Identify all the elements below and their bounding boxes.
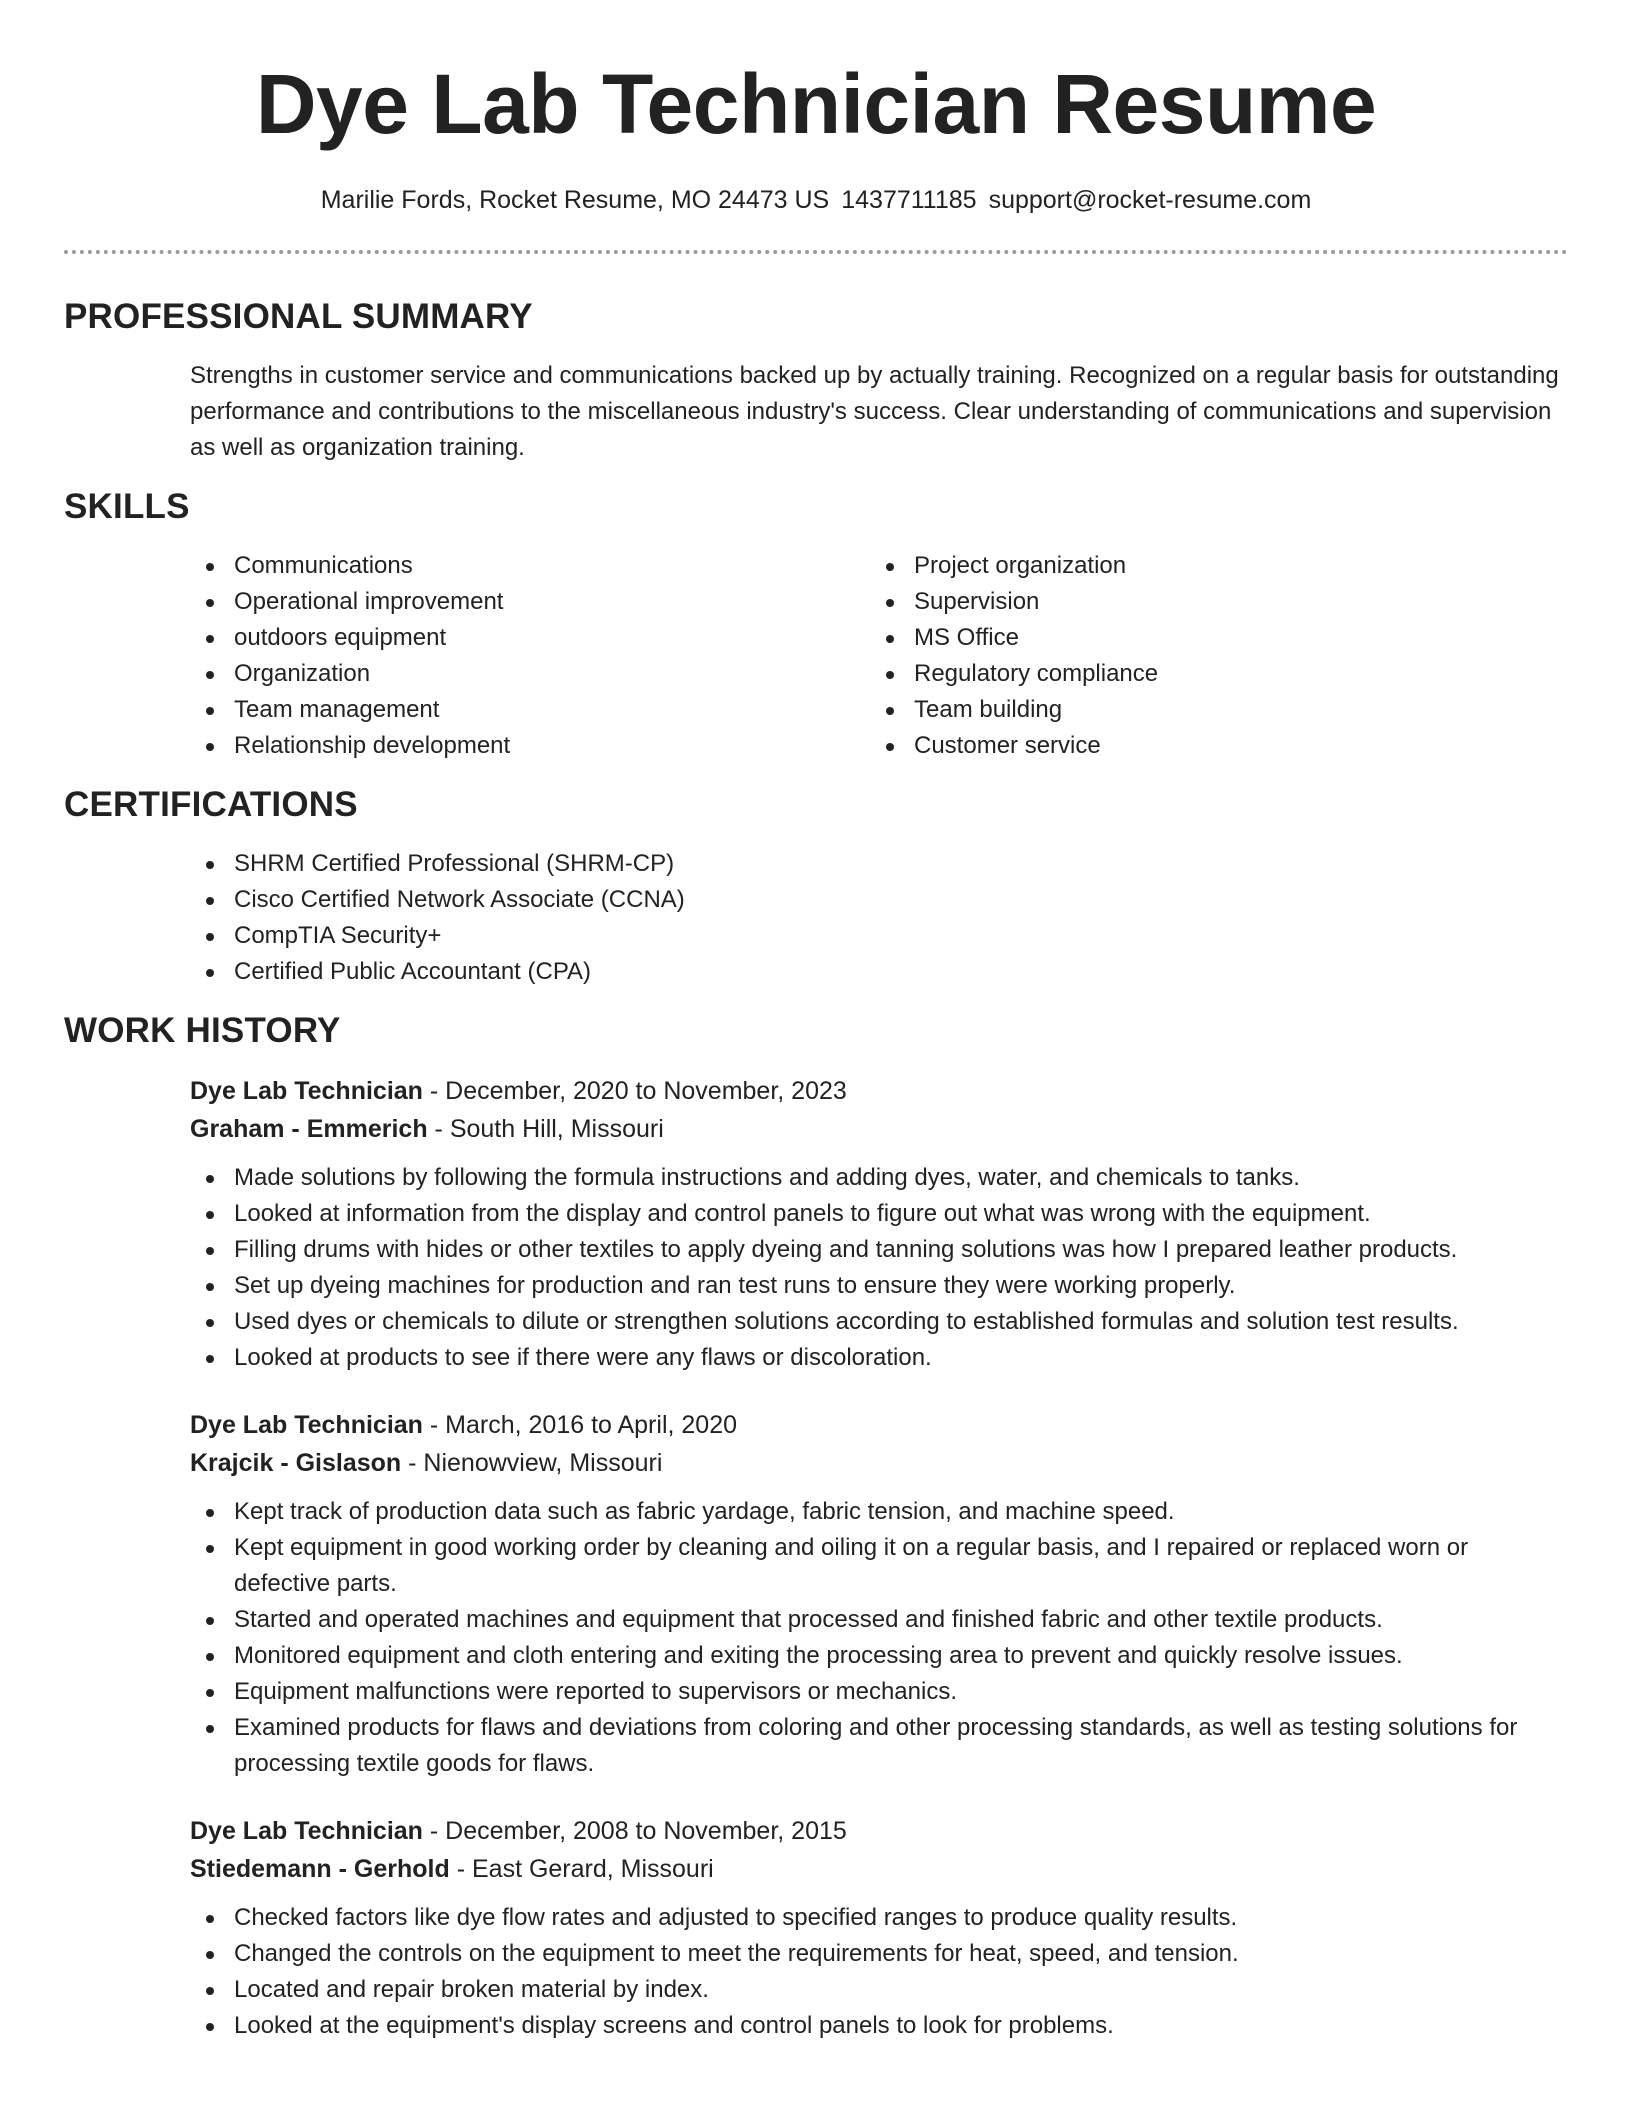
- job-duty: Set up dyeing machines for production and ran test runs to ensure they were working properly.: [190, 1268, 1568, 1304]
- job-location: East Gerard, Missouri: [471, 1855, 714, 1883]
- certifications-heading: CERTIFICATIONS: [64, 785, 358, 824]
- certification-item: CompTIA Security+: [190, 918, 1568, 954]
- summary-text: Strengths in customer service and communications backed up by actually training. Recognized on a regular basis for outstanding performance and contributions to the miscellaneous industry's success. Clear understanding of communications and supervision as well as organization training.: [190, 362, 1559, 461]
- certification-item: Cisco Certified Network Associate (CCNA): [190, 882, 1568, 918]
- skill-item: outdoors equipment: [190, 620, 870, 656]
- job-company-line: Graham - Emmerich - South Hill, Missouri: [190, 1115, 664, 1143]
- skill-item: Team management: [190, 692, 870, 728]
- job-duty: Checked factors like dye flow rates and adjusted to specified ranges to produce quality results.: [190, 1900, 1568, 1936]
- job-duty: Started and operated machines and equipment that processed and finished fabric and other textile products.: [190, 1602, 1568, 1638]
- job-entry: [190, 1406, 1568, 1782]
- job-duty: Located and repair broken material by index.: [190, 1972, 1568, 2008]
- skill-item: Relationship development: [190, 728, 870, 764]
- job-duty: Kept equipment in good working order by cleaning and oiling it on a regular basis, and I repaired or replaced worn or defective parts.: [190, 1530, 1568, 1602]
- job-company: Stiedemann - Gerhold: [190, 1855, 450, 1883]
- contact-address: Marilie Fords, Rocket Resume, MO 24473 US: [320, 186, 830, 214]
- skill-item: Communications: [190, 548, 870, 584]
- job-company-line: Krajcik - Gislason - Nienowview, Missouri: [190, 1449, 663, 1477]
- job-duties-list: [190, 1900, 1568, 2044]
- work-history-section: [64, 1010, 1568, 2044]
- job-title-line: Dye Lab Technician - December, 2008 to November, 2015: [190, 1817, 847, 1845]
- contact-line: [0, 184, 1632, 216]
- job-title-line: Dye Lab Technician - March, 2016 to April, 2020: [190, 1411, 738, 1439]
- job-title-line: Dye Lab Technician - December, 2020 to November, 2023: [190, 1077, 847, 1105]
- job-duties-list: [190, 1160, 1568, 1376]
- job-duty: Filling drums with hides or other textiles to apply dyeing and tanning solutions was how I prepared leather products.: [190, 1232, 1568, 1268]
- certifications-list: [190, 846, 1568, 990]
- job-company-line: Stiedemann - Gerhold - East Gerard, Missouri: [190, 1855, 714, 1883]
- contact-email: support@rocket-resume.com: [988, 186, 1312, 214]
- job-dates: December, 2020 to November, 2023: [445, 1077, 847, 1105]
- job-duty: Looked at products to see if there were any flaws or discoloration.: [190, 1340, 1568, 1376]
- job-duty: Made solutions by following the formula instructions and adding dyes, water, and chemicals to tanks.: [190, 1160, 1568, 1196]
- certification-item: SHRM Certified Professional (SHRM-CP): [190, 846, 1568, 882]
- header-divider: [64, 250, 1568, 254]
- job-duty: Used dyes or chemicals to dilute or strengthen solutions according to established formulas and solution test results.: [190, 1304, 1568, 1340]
- job-dates: March, 2016 to April, 2020: [445, 1411, 738, 1439]
- skill-item: Operational improvement: [190, 584, 870, 620]
- skills-heading: SKILLS: [64, 487, 190, 526]
- job-title: Dye Lab Technician: [190, 1411, 423, 1439]
- job-duty: Monitored equipment and cloth entering and exiting the processing area to prevent and quickly resolve issues.: [190, 1638, 1568, 1674]
- certifications-section: [64, 784, 1568, 990]
- job-entry: [190, 1812, 1568, 2044]
- skill-item: Regulatory compliance: [870, 656, 1550, 692]
- skills-section: [64, 486, 1568, 764]
- summary-section: [64, 296, 1568, 466]
- job-location: South Hill, Missouri: [449, 1115, 664, 1143]
- resume-header: [0, 0, 1632, 216]
- job-duty: Examined products for flaws and deviations from coloring and other processing standards, as well as testing solutions for processing textile goods for flaws.: [190, 1710, 1568, 1782]
- work-history-heading: WORK HISTORY: [64, 1011, 341, 1050]
- job-duty: Looked at the equipment's display screens and control panels to look for problems.: [190, 2008, 1568, 2044]
- skills-right-list: [870, 548, 1550, 764]
- job-dates: December, 2008 to November, 2015: [445, 1817, 847, 1845]
- job-location: Nienowview, Missouri: [423, 1449, 663, 1477]
- job-duty: Changed the controls on the equipment to meet the requirements for heat, speed, and tension.: [190, 1936, 1568, 1972]
- contact-phone: 1437711185: [841, 186, 977, 214]
- skill-item: Organization: [190, 656, 870, 692]
- job-duties-list: [190, 1494, 1568, 1782]
- job-company: Graham - Emmerich: [190, 1115, 428, 1143]
- skill-item: Supervision: [870, 584, 1550, 620]
- summary-heading: PROFESSIONAL SUMMARY: [64, 297, 533, 336]
- job-title: Dye Lab Technician: [190, 1077, 423, 1105]
- certification-item: Certified Public Accountant (CPA): [190, 954, 1568, 990]
- skill-item: Project organization: [870, 548, 1550, 584]
- resume-body: [64, 296, 1568, 2064]
- job-duty: Looked at information from the display and control panels to figure out what was wrong with the equipment.: [190, 1196, 1568, 1232]
- job-duty: Kept track of production data such as fabric yardage, fabric tension, and machine speed.: [190, 1494, 1568, 1530]
- job-title: Dye Lab Technician: [190, 1817, 423, 1845]
- job-duty: Equipment malfunctions were reported to supervisors or mechanics.: [190, 1674, 1568, 1710]
- job-company: Krajcik - Gislason: [190, 1449, 402, 1477]
- page-title: Dye Lab Technician Resume: [255, 57, 1377, 151]
- skills-columns: [190, 548, 1568, 764]
- job-entry: [190, 1072, 1568, 1376]
- skill-item: MS Office: [870, 620, 1550, 656]
- skill-item: Customer service: [870, 728, 1550, 764]
- skill-item: Team building: [870, 692, 1550, 728]
- skills-left-list: [190, 548, 870, 764]
